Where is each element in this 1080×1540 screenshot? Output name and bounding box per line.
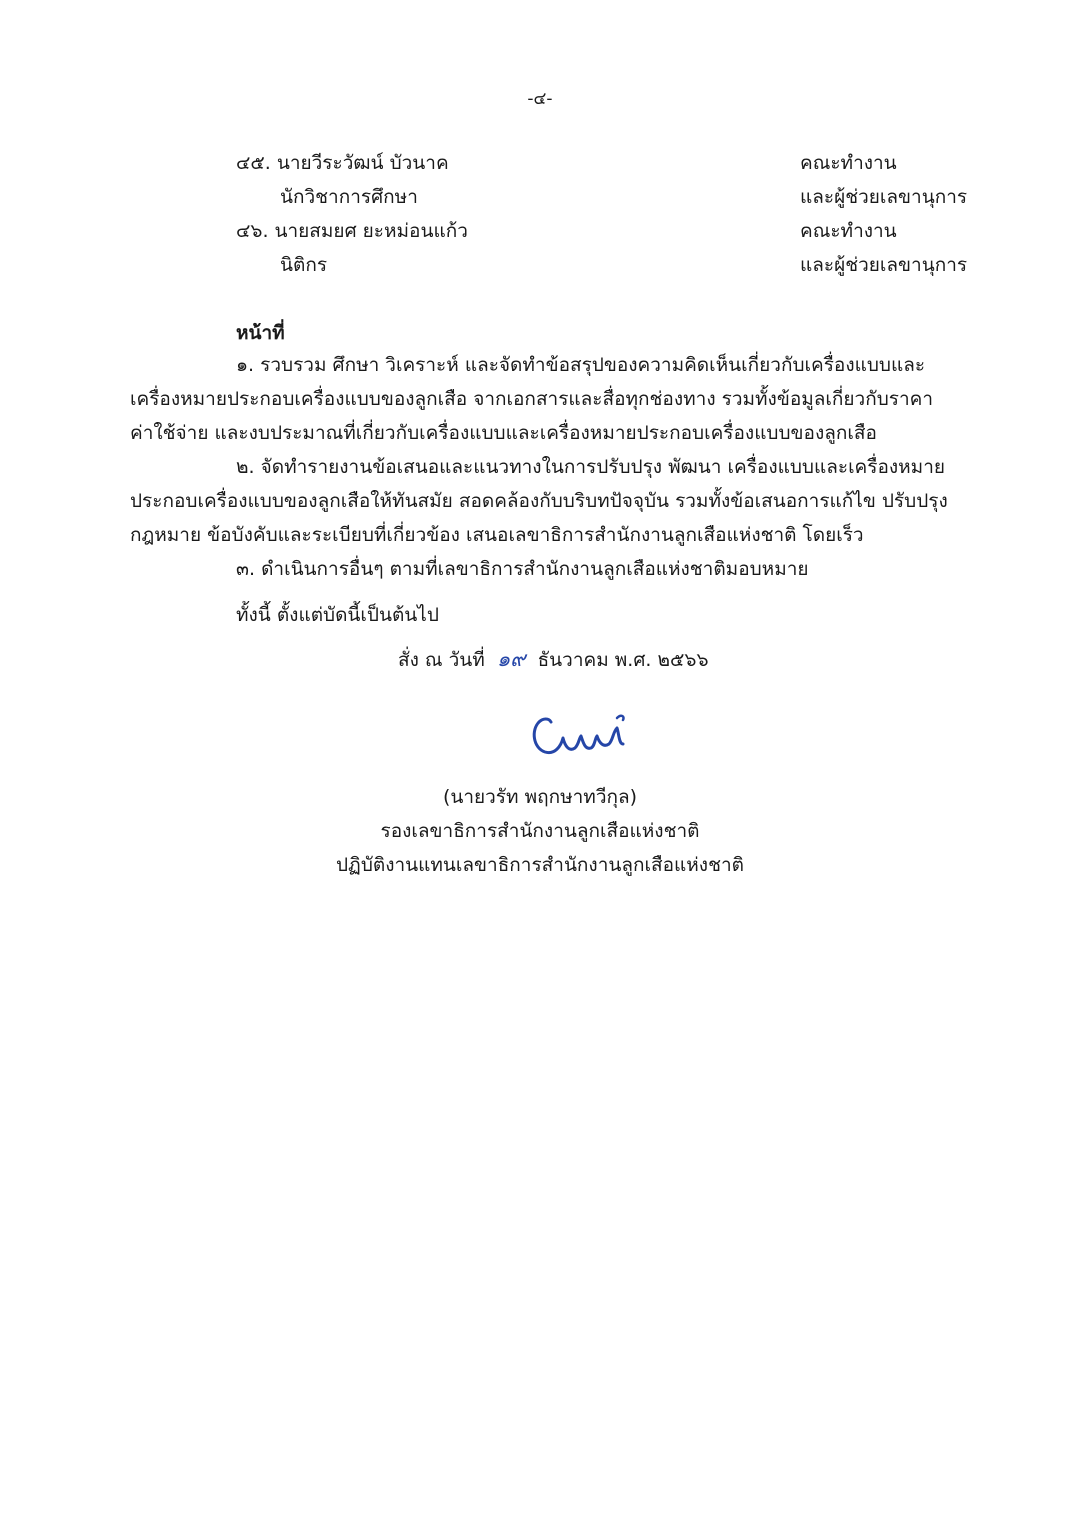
page-number: -๔- xyxy=(527,89,553,109)
duty-item-2-line-1: ๒. จัดทำรายงานข้อเสนอและแนวทางในการปรับปรุง พัฒนา เครื่องแบบและเครื่องหมาย xyxy=(236,456,946,478)
duty-item-3-line-1: ๓. ดำเนินการอื่นๆ ตามที่เลขาธิการสำนักงานลูกเสือแห่งชาติมอบหมาย xyxy=(236,558,809,580)
member-name: ๔๖. นายสมยศ ยะหม่อนแก้ว xyxy=(236,220,468,242)
order-date-prefix: สั่ง ณ วันที่ xyxy=(398,649,485,671)
order-date xyxy=(398,646,709,673)
duty-item-2-line-2: ประกอบเครื่องแบบของลูกเสือให้ทันสมัย สอดคล้องกับบริบทปัจจุบัน รวมทั้งข้อเสนอการแก้ไข ปรับปรุง xyxy=(130,490,948,512)
member-role: คณะทำงาน xyxy=(800,220,897,242)
duty-item-2-line-3: กฎหมาย ข้อบังคับและระเบียบที่เกี่ยวข้อง เสนอเลขาธิการสำนักงานลูกเสือแห่งชาติ โดยเร็ว xyxy=(130,524,864,546)
signatory-name: (นายวรัท พฤกษาทวีกุล) xyxy=(442,786,638,808)
member-position: นิติกร xyxy=(280,254,328,276)
handwritten-signature xyxy=(525,704,635,764)
member-role-detail: และผู้ช่วยเลขานุการ xyxy=(800,254,968,276)
member-position: นักวิชาการศึกษา xyxy=(280,186,418,208)
member-role: คณะทำงาน xyxy=(800,152,897,174)
duty-item-1-line-2: เครื่องหมายประกอบเครื่องแบบของลูกเสือ จากเอกสารและสื่อทุกช่องทาง รวมทั้งข้อมูลเกี่ยวกับราคา xyxy=(130,388,934,410)
duty-item-1-line-1: ๑. รวบรวม ศึกษา วิเคราะห์ และจัดทำข้อสรุปของความคิดเห็นเกี่ยวกับเครื่องแบบและ xyxy=(236,354,926,376)
signatory-acting-title: ปฏิบัติงานแทนเลขาธิการสำนักงานลูกเสือแห่งชาติ xyxy=(336,854,744,876)
member-name: ๔๕. นายวีระวัฒน์ บัวนาค xyxy=(236,152,449,174)
member-role-detail: และผู้ช่วยเลขานุการ xyxy=(800,186,968,208)
signatory-title: รองเลขาธิการสำนักงานลูกเสือแห่งชาติ xyxy=(380,820,700,842)
duties-heading: หน้าที่ xyxy=(236,322,285,344)
order-date-suffix: ธันวาคม พ.ศ. ๒๕๖๖ xyxy=(537,649,709,671)
order-date-day: ๑๙ xyxy=(496,647,526,671)
duty-item-1-line-3: ค่าใช้จ่าย และงบประมาณที่เกี่ยวกับเครื่องแบบและเครื่องหมายประกอบเครื่องแบบของลูกเสือ xyxy=(130,422,877,444)
closing-statement: ทั้งนี้ ตั้งแต่บัดนี้เป็นต้นไป xyxy=(236,604,439,626)
